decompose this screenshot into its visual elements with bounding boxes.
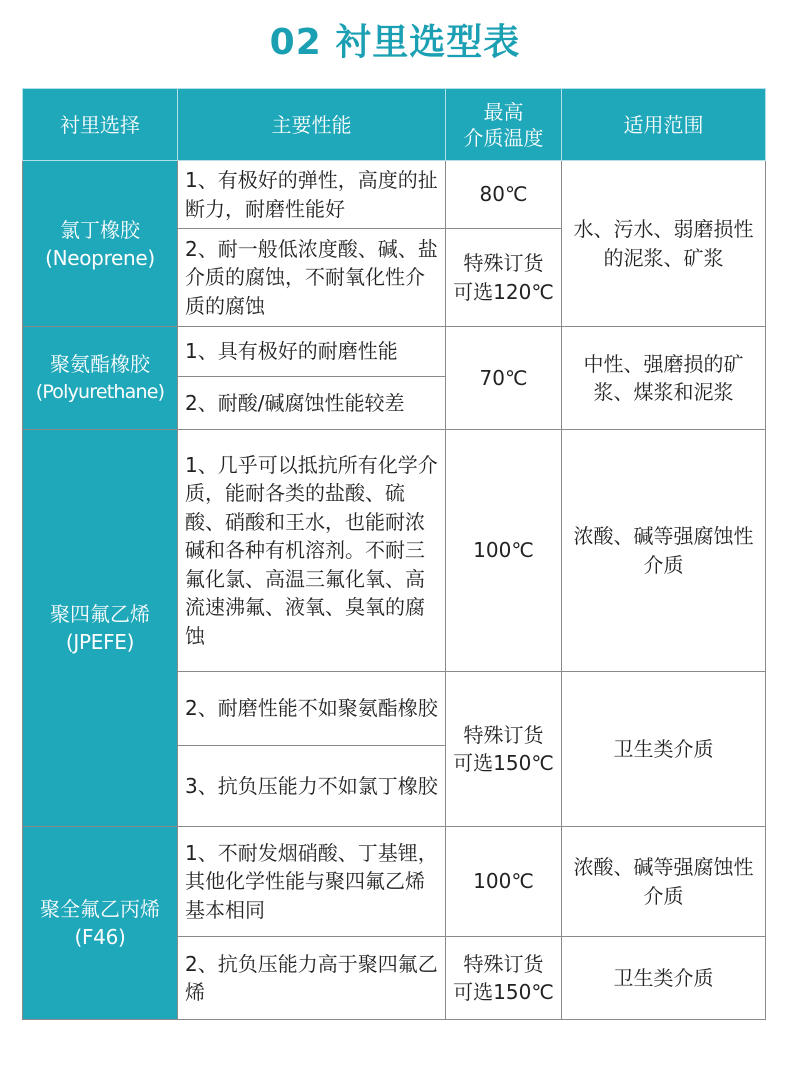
performance-cell: 1、不耐发烟硝酸、丁基锂，其他化学性能与聚四氟乙烯基本相同 xyxy=(178,827,446,937)
table-row xyxy=(23,827,766,937)
material-cell-polyurethane xyxy=(23,327,178,430)
performance-cell: 2、抗负压能力高于聚四氟乙烯 xyxy=(178,937,446,1020)
scope-cell: 卫生类介质 xyxy=(562,672,766,827)
header-scope: 适用范围 xyxy=(562,89,766,161)
material-english-name: (JPEFE) xyxy=(65,630,135,654)
performance-cell: 1、几乎可以抵抗所有化学介质，能耐各类的盐酸、硫酸、硝酸和王水，也能耐浓碱和各种有机溶剂。不耐三氟化氯、高温三氟化氧、高流速沸氟、液氧、臭氧的腐蚀 xyxy=(178,430,446,672)
performance-cell: 2、耐一般低浓度酸、碱、盐介质的腐蚀，不耐氧化性介质的腐蚀 xyxy=(178,229,446,327)
header-performance: 主要性能 xyxy=(178,89,446,161)
material-cell-f46 xyxy=(23,827,178,1020)
temperature-cell: 70℃ xyxy=(446,327,562,430)
performance-cell: 3、抗负压能力不如氯丁橡胶 xyxy=(178,746,446,827)
page-title: 02 衬里选型表 xyxy=(269,22,521,63)
temperature-cell xyxy=(446,937,562,1020)
temperature-line2: 可选150℃ xyxy=(453,751,554,775)
temperature-cell: 100℃ xyxy=(446,827,562,937)
performance-cell: 1、具有极好的耐磨性能 xyxy=(178,327,446,377)
temperature-cell xyxy=(446,672,562,827)
temperature-cell: 80℃ xyxy=(446,161,562,229)
table-header-row xyxy=(23,89,766,161)
table-row xyxy=(23,430,766,672)
performance-cell: 2、耐酸/碱腐蚀性能较差 xyxy=(178,377,446,430)
performance-cell: 1、有极好的弹性，高度的扯断力，耐磨性能好 xyxy=(178,161,446,229)
lining-selection-table xyxy=(22,88,766,1020)
table-row xyxy=(23,327,766,377)
header-temperature-line1: 最高 xyxy=(483,99,524,124)
material-name: 聚四氟乙烯 xyxy=(50,602,150,626)
temperature-cell: 100℃ xyxy=(446,430,562,672)
temperature-line1: 特殊订货 xyxy=(463,251,544,275)
temperature-line1: 特殊订货 xyxy=(463,722,544,747)
material-cell-ptfe xyxy=(23,430,178,827)
material-cell-neoprene xyxy=(23,161,178,327)
temperature-line1: 特殊订货 xyxy=(463,951,544,976)
scope-cell: 水、污水、弱磨损性的泥浆、矿浆 xyxy=(562,161,766,327)
scope-cell: 浓酸、碱等强腐蚀性介质 xyxy=(562,827,766,937)
header-temperature-line2: 介质温度 xyxy=(463,125,544,150)
scope-cell: 卫生类介质 xyxy=(562,937,766,1020)
material-name: 聚氨酯橡胶 xyxy=(50,352,150,376)
material-name: 氯丁橡胶 xyxy=(60,217,140,242)
header-material: 衬里选择 xyxy=(23,89,178,161)
header-temperature xyxy=(446,89,562,161)
temperature-line2: 可选120℃ xyxy=(453,279,554,304)
material-name: 聚全氟乙丙烯 xyxy=(40,897,160,921)
scope-cell: 浓酸、碱等强腐蚀性介质 xyxy=(562,430,766,672)
temperature-cell xyxy=(446,229,562,327)
scope-cell: 中性、强磨损的矿浆、煤浆和泥浆 xyxy=(562,327,766,430)
temperature-line2: 可选150℃ xyxy=(453,980,554,1004)
material-english-name: (F46) xyxy=(74,925,126,949)
material-english-name: (Neoprene) xyxy=(45,245,155,270)
performance-cell: 2、耐磨性能不如聚氨酯橡胶 xyxy=(178,672,446,746)
table-row xyxy=(23,161,766,229)
material-english-name: (Polyurethane) xyxy=(35,381,165,403)
